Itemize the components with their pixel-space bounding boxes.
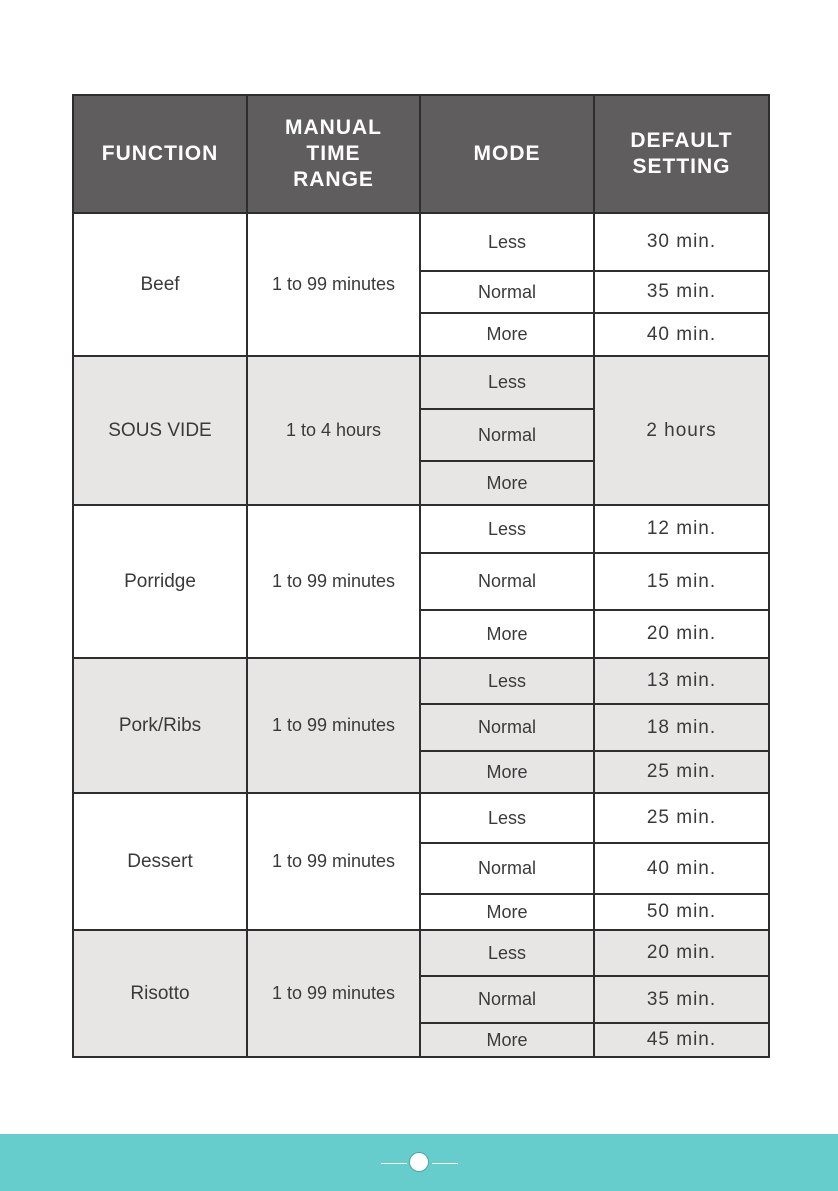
footer-line-left (381, 1163, 407, 1164)
mode-cell: More (420, 751, 594, 793)
function-cell: SOUS VIDE (73, 356, 247, 505)
range-cell: 1 to 99 minutes (247, 658, 420, 793)
mode-cell: Less (420, 930, 594, 976)
cooking-functions-table (72, 94, 770, 1058)
header-manual-time-range (247, 95, 420, 213)
default-cell: 15 min. (594, 553, 769, 610)
function-cell: Risotto (73, 930, 247, 1057)
mode-cell: More (420, 313, 594, 356)
page-indicator-dot (409, 1152, 429, 1172)
function-cell: Beef (73, 213, 247, 356)
range-cell: 1 to 99 minutes (247, 213, 420, 356)
mode-cell: More (420, 894, 594, 930)
default-cell: 35 min. (594, 271, 769, 313)
default-cell: 20 min. (594, 930, 769, 976)
default-cell: 40 min. (594, 843, 769, 894)
mode-cell: Normal (420, 553, 594, 610)
function-cell: Pork/Ribs (73, 658, 247, 793)
default-cell: 2 hours (594, 356, 769, 505)
table-row (73, 213, 769, 271)
page-footer (0, 1134, 838, 1191)
mode-cell: More (420, 1023, 594, 1057)
mode-cell: Normal (420, 704, 594, 751)
mode-cell: Less (420, 213, 594, 271)
function-cell: Porridge (73, 505, 247, 658)
mode-cell: Less (420, 658, 594, 704)
default-cell: 50 min. (594, 894, 769, 930)
mode-cell: More (420, 461, 594, 505)
table-row (73, 356, 769, 409)
default-cell: 30 min. (594, 213, 769, 271)
mode-cell: Less (420, 793, 594, 843)
mode-cell: Normal (420, 843, 594, 894)
default-cell: 40 min. (594, 313, 769, 356)
table-row (73, 930, 769, 976)
default-cell: 25 min. (594, 793, 769, 843)
range-cell: 1 to 99 minutes (247, 930, 420, 1057)
mode-cell: Less (420, 356, 594, 409)
table-row (73, 505, 769, 553)
default-cell: 20 min. (594, 610, 769, 658)
default-cell: 13 min. (594, 658, 769, 704)
mode-cell: Normal (420, 409, 594, 461)
mode-cell: Normal (420, 976, 594, 1023)
default-cell: 45 min. (594, 1023, 769, 1057)
table-row (73, 793, 769, 843)
footer-line-right (432, 1163, 458, 1164)
header-default-setting (594, 95, 769, 213)
header-manual-time-range-text: MANUAL TIME RANGE (285, 116, 382, 191)
default-cell: 35 min. (594, 976, 769, 1023)
mode-cell: Normal (420, 271, 594, 313)
default-cell: 18 min. (594, 704, 769, 751)
header-row (73, 95, 769, 213)
header-mode: MODE (420, 95, 594, 213)
range-cell: 1 to 99 minutes (247, 505, 420, 658)
function-cell: Dessert (73, 793, 247, 930)
range-cell: 1 to 4 hours (247, 356, 420, 505)
header-default-setting-text: DEFAULT SETTING (630, 129, 733, 178)
default-cell: 25 min. (594, 751, 769, 793)
table-row (73, 658, 769, 704)
header-function: FUNCTION (73, 95, 247, 213)
mode-cell: More (420, 610, 594, 658)
mode-cell: Less (420, 505, 594, 553)
range-cell: 1 to 99 minutes (247, 793, 420, 930)
default-cell: 12 min. (594, 505, 769, 553)
